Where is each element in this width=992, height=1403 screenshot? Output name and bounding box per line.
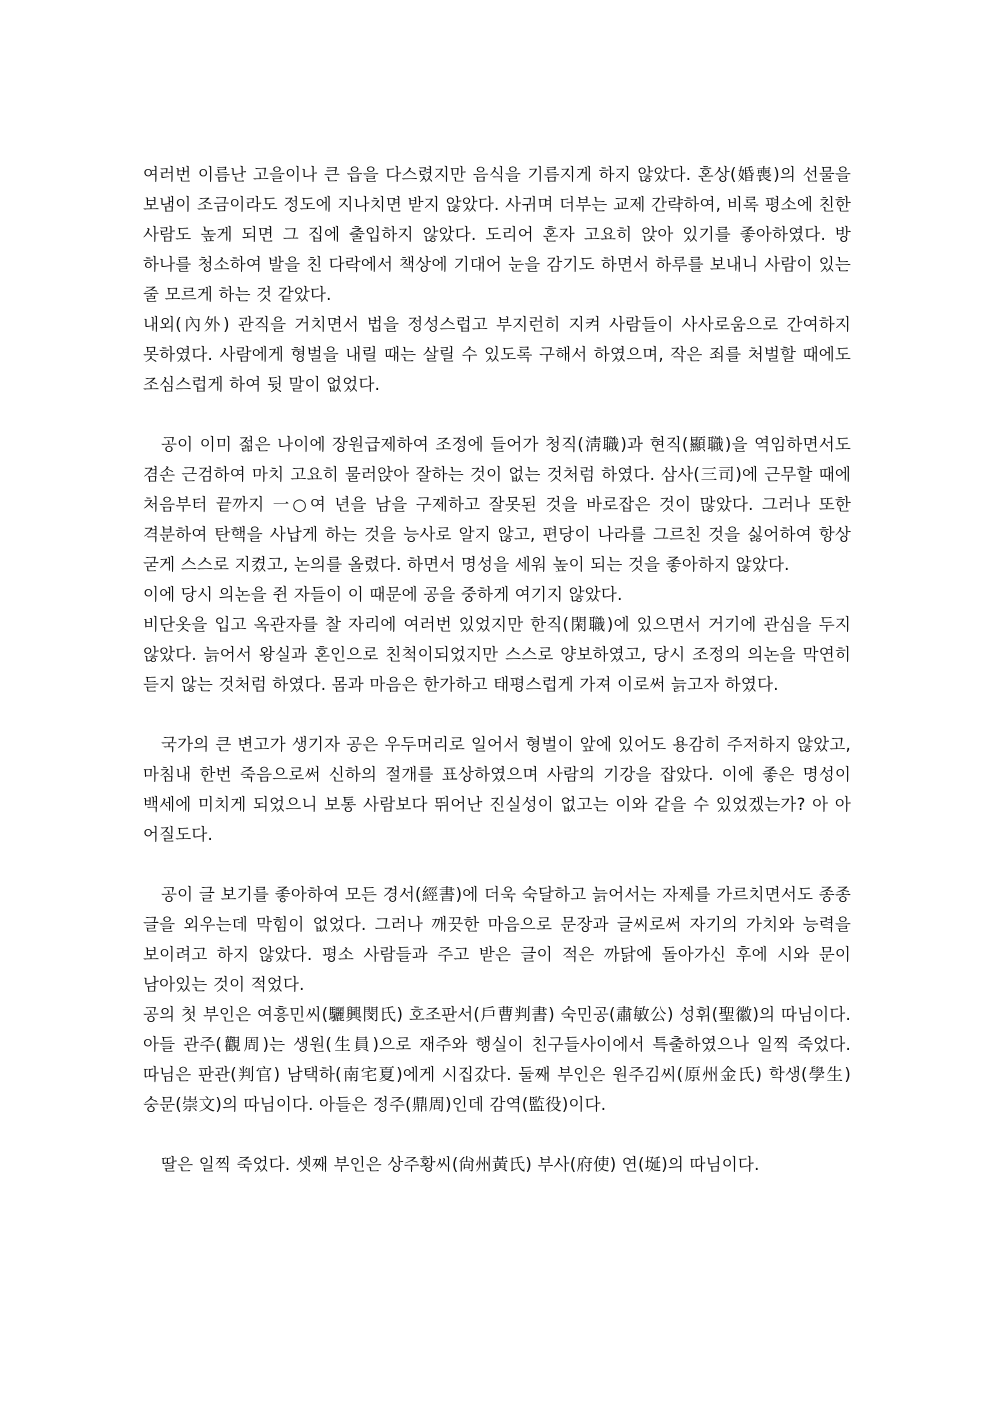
paragraph-gap [143,850,851,880]
paragraph-gap [143,400,851,430]
paragraph-2: 내외(內外) 관직을 거치면서 법을 정성스럽고 부지런히 지켜 사람들이 사사로움으로 간여하지 못하였다. 사람에게 형벌을 내릴 때는 살릴 수 있도록 구해서 하였으며, 작은 죄를 처벌할 때에도 조심스럽게 하여 뒷 말이 없었다. [143,315,851,394]
paragraph-7: 공이 글 보기를 좋아하여 모든 경서(經書)에 더욱 숙달하고 늙어서는 자제를 가르치면서도 종종 글을 외우는데 막힘이 없었다. 그러나 깨끗한 마음으로 문장과 글씨로써 자기의 가치와 능력을 보이려고 하지 않았다. 평소 사람들과 주고 받은 글이 적은 까닭에 돌아가신 후에 시와 문이 남아있는 것이 적었다. [143,885,851,994]
paragraph-9: 딸은 일찍 죽었다. 셋째 부인은 상주황씨(尙州黃氏) 부사(府使) 연(埏)의 따님이다. [161,1155,760,1174]
paragraph-6: 국가의 큰 변고가 생기자 공은 우두머리로 일어서 형벌이 앞에 있어도 용감히 주저하지 않았고, 마침내 한번 죽음으로써 신하의 절개를 표상하였으며 사람의 기강을 잡았다. 이에 좋은 명성이 백세에 미치게 되었으니 보통 사람보다 뛰어난 진실성이 없고는 이와 같을 수 있었겠는가? 아 아 어질도다. [143,735,851,844]
paragraph-gap [143,1120,851,1150]
paragraph-8: 공의 첫 부인은 여흥민씨(驪興閔氏) 호조판서(戶曹判書) 숙민공(肅敏公) 성휘(聖徽)의 따님이다. 아들 관주(觀周)는 생원(生員)으로 재주와 행실이 친구들사이에서 특출하였으나 일찍 죽었다. 따님은 판관(判官) 남택하(南宅夏)에게 시집갔다. 둘째 부인은 원주김씨(原州金氏) 학생(學生) 숭문(崇文)의 따님이다. 아들은 정주(鼎周)인데 감역(監役)이다. [143,1005,851,1114]
paragraph-5: 비단옷을 입고 옥관자를 찰 자리에 여러번 있었지만 한직(閑職)에 있으면서 거기에 관심을 두지 않았다. 늙어서 왕실과 혼인으로 친척이되었지만 스스로 양보하였고, 당시 조정의 의논을 막연히 듣지 않는 것처럼 하였다. 몸과 마음은 한가하고 태평스럽게 가져 이로써 늙고자 하였다. [143,615,851,694]
paragraph-1: 여러번 이름난 고을이나 큰 읍을 다스렸지만 음식을 기름지게 하지 않았다. 혼상(婚喪)의 선물을 보냄이 조금이라도 정도에 지나치면 받지 않았다. 사귀며 더부는 교제 간략하여, 비록 평소에 친한 사람도 높게 되면 그 집에 출입하지 않았다. 도리어 혼자 고요히 앉아 있기를 좋아하였다. 방 하나를 청소하여 발을 친 다락에서 책상에 기대어 눈을 감기도 하면서 하루를 보내니 사람이 있는 줄 모르게 하는 것 같았다. [143,165,851,304]
paragraph-4: 이에 당시 의논을 쥔 자들이 이 때문에 공을 중하게 여기지 않았다. [143,585,623,604]
paragraph-3: 공이 이미 젊은 나이에 장원급제하여 조정에 들어가 청직(淸職)과 현직(顯職)을 역임하면서도 겸손 근검하여 마치 고요히 물러앉아 잘하는 것이 없는 것처럼 하였다. 삼사(三司)에 근무할 때에 처음부터 끝까지 一○여 년을 남을 구제하고 잘못된 것을 바로잡은 것이 많았다. 그러나 또한 격분하여 탄핵을 사납게 하는 것을 능사로 알지 않고, 편당이 나라를 그르친 것을 싫어하여 항상 굳게 스스로 지켰고, 논의를 올렸다. 하면서 명성을 세워 높이 되는 것을 좋아하지 않았다. [143,435,851,574]
paragraph-gap [143,700,851,730]
document-page [143,160,851,1180]
